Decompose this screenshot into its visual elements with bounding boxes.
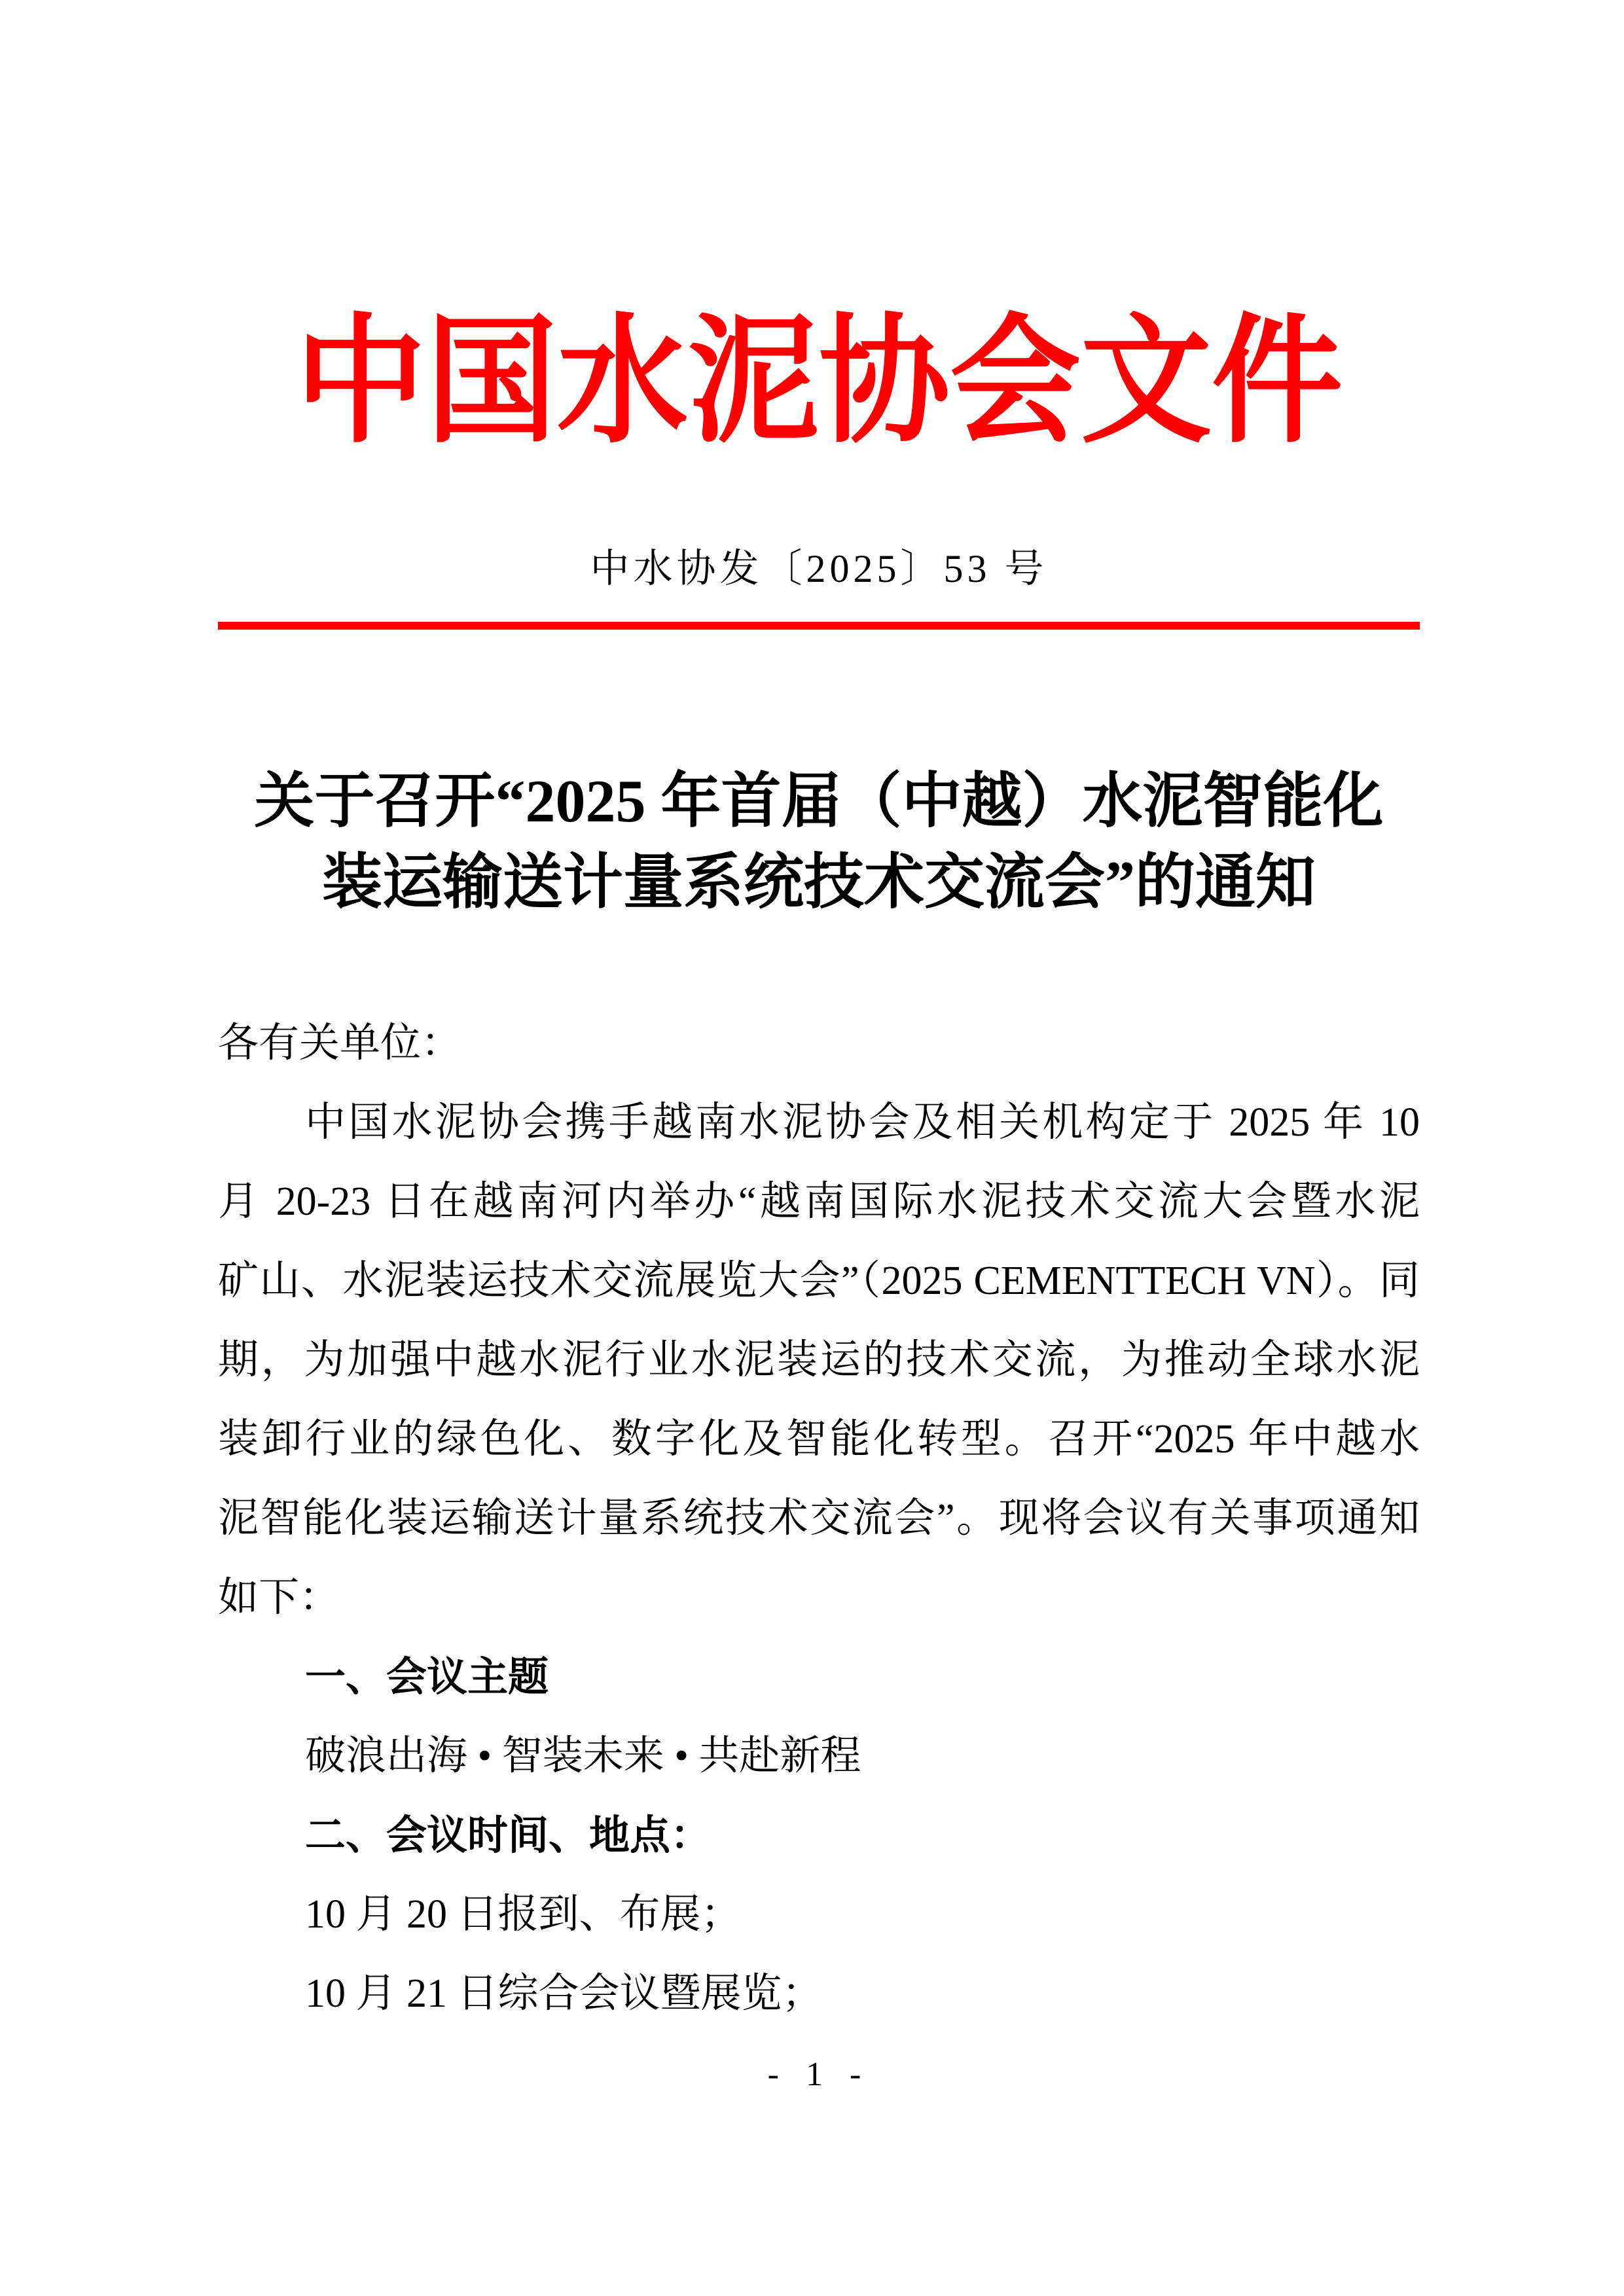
paragraph-line: 矿山、水泥装运技术交流展览大会”（2025 CEMENTTECH VN）。同 xyxy=(218,1259,1420,1303)
content-column xyxy=(218,306,1420,2034)
schedule-item-2: 10 月 21 日综合会议暨展览； xyxy=(305,1971,823,2016)
schedule-item-1: 10 月 20 日报到、布展； xyxy=(305,1892,742,1937)
salutation: 各有关单位： xyxy=(218,1021,462,1066)
paragraph-line: 期，为加强中越水泥行业水泥装运的技术交流，为推动全球水泥 xyxy=(218,1338,1420,1382)
paragraph-line: 装卸行业的绿色化、数字化及智能化转型。召开“2025 年中越水 xyxy=(218,1417,1420,1462)
paragraph-line: 月 20-23 日在越南河内举办“越南国际水泥技术交流大会暨水泥 xyxy=(218,1179,1420,1224)
paragraph-line: 泥智能化装运输送计量系统技术交流会”。现将会议有关事项通知 xyxy=(218,1496,1420,1541)
document-title xyxy=(218,761,1420,923)
page-number-footer: - 1 - xyxy=(767,2056,871,2093)
paragraph-line: 如下： xyxy=(218,1575,340,1620)
conference-theme: 破浪出海 • 智装未来 • 共赴新程 xyxy=(305,1734,861,1778)
document-title-line-2: 装运输送计量系统技术交流会”的通知 xyxy=(321,849,1316,916)
section-1-heading: 一、会议主题 xyxy=(305,1655,549,1700)
org-header-title: 中国水泥协会文件 xyxy=(295,306,1343,460)
red-separator-rule xyxy=(218,622,1420,630)
document-title-line-1: 关于召开“2025 年首届（中越）水泥智能化 xyxy=(254,768,1384,834)
paragraph-line: 中国水泥协会携手越南水泥协会及相关机构定于 2025 年 10 xyxy=(305,1100,1420,1145)
doc-number: 中水协发〔2025〕53 号 xyxy=(590,547,1048,590)
section-2-heading: 二、会议时间、地点： xyxy=(305,1813,712,1858)
document-body xyxy=(218,1004,1420,2034)
